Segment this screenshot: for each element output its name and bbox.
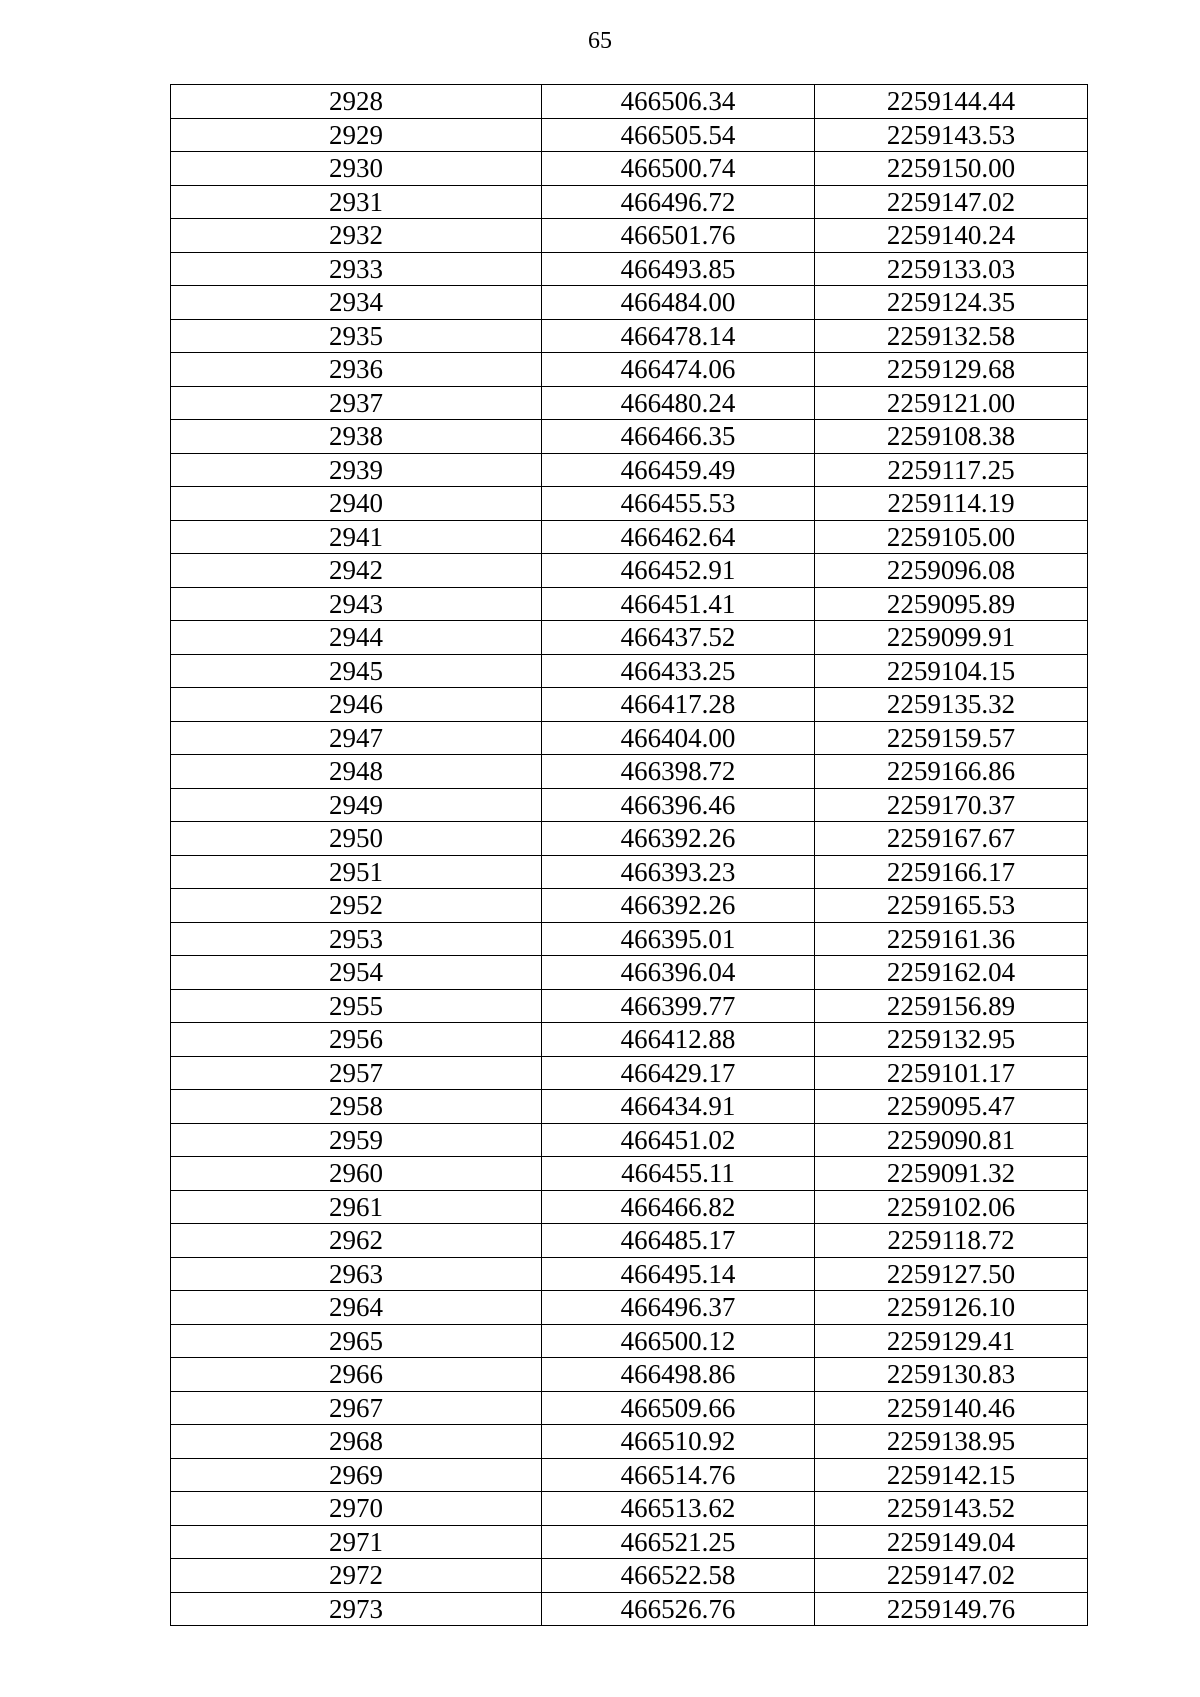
- table-row: [171, 152, 1088, 186]
- y-coordinate-cell: 2259165.53: [815, 889, 1088, 923]
- point-number-cell: 2932: [171, 219, 542, 253]
- x-coordinate-cell: 466485.17: [542, 1224, 815, 1258]
- point-number-cell: 2949: [171, 788, 542, 822]
- y-coordinate-cell: 2259108.38: [815, 420, 1088, 454]
- point-number-cell: 2933: [171, 252, 542, 286]
- table-row: [171, 956, 1088, 990]
- coordinates-table-body: [171, 85, 1088, 1626]
- coordinates-table: [170, 84, 1088, 1626]
- point-number-cell: 2951: [171, 855, 542, 889]
- table-row: [171, 1291, 1088, 1325]
- y-coordinate-cell: 2259132.95: [815, 1023, 1088, 1057]
- x-coordinate-cell: 466412.88: [542, 1023, 815, 1057]
- y-coordinate-cell: 2259095.47: [815, 1090, 1088, 1124]
- y-coordinate-cell: 2259170.37: [815, 788, 1088, 822]
- y-coordinate-cell: 2259149.76: [815, 1592, 1088, 1626]
- table-row: [171, 1391, 1088, 1425]
- point-number-cell: 2937: [171, 386, 542, 420]
- table-row: [171, 1492, 1088, 1526]
- y-coordinate-cell: 2259096.08: [815, 554, 1088, 588]
- x-coordinate-cell: 466496.72: [542, 185, 815, 219]
- x-coordinate-cell: 466526.76: [542, 1592, 815, 1626]
- y-coordinate-cell: 2259130.83: [815, 1358, 1088, 1392]
- point-number-cell: 2943: [171, 587, 542, 621]
- point-number-cell: 2969: [171, 1458, 542, 1492]
- point-number-cell: 2930: [171, 152, 542, 186]
- y-coordinate-cell: 2259159.57: [815, 721, 1088, 755]
- table-row: [171, 688, 1088, 722]
- y-coordinate-cell: 2259144.44: [815, 85, 1088, 119]
- x-coordinate-cell: 466433.25: [542, 654, 815, 688]
- point-number-cell: 2973: [171, 1592, 542, 1626]
- x-coordinate-cell: 466434.91: [542, 1090, 815, 1124]
- x-coordinate-cell: 466393.23: [542, 855, 815, 889]
- table-row: [171, 353, 1088, 387]
- table-row: [171, 855, 1088, 889]
- x-coordinate-cell: 466509.66: [542, 1391, 815, 1425]
- y-coordinate-cell: 2259118.72: [815, 1224, 1088, 1258]
- table-row: [171, 1123, 1088, 1157]
- x-coordinate-cell: 466505.54: [542, 118, 815, 152]
- point-number-cell: 2946: [171, 688, 542, 722]
- x-coordinate-cell: 466451.02: [542, 1123, 815, 1157]
- x-coordinate-cell: 466451.41: [542, 587, 815, 621]
- point-number-cell: 2934: [171, 286, 542, 320]
- point-number-cell: 2942: [171, 554, 542, 588]
- y-coordinate-cell: 2259114.19: [815, 487, 1088, 521]
- y-coordinate-cell: 2259143.52: [815, 1492, 1088, 1526]
- table-row: [171, 1257, 1088, 1291]
- x-coordinate-cell: 466398.72: [542, 755, 815, 789]
- x-coordinate-cell: 466392.26: [542, 822, 815, 856]
- table-row: [171, 286, 1088, 320]
- point-number-cell: 2957: [171, 1056, 542, 1090]
- table-row: [171, 1190, 1088, 1224]
- y-coordinate-cell: 2259149.04: [815, 1525, 1088, 1559]
- point-number-cell: 2963: [171, 1257, 542, 1291]
- y-coordinate-cell: 2259127.50: [815, 1257, 1088, 1291]
- point-number-cell: 2965: [171, 1324, 542, 1358]
- y-coordinate-cell: 2259124.35: [815, 286, 1088, 320]
- y-coordinate-cell: 2259156.89: [815, 989, 1088, 1023]
- y-coordinate-cell: 2259101.17: [815, 1056, 1088, 1090]
- table-row: [171, 386, 1088, 420]
- point-number-cell: 2945: [171, 654, 542, 688]
- table-row: [171, 822, 1088, 856]
- table-row: [171, 487, 1088, 521]
- point-number-cell: 2929: [171, 118, 542, 152]
- table-row: [171, 1458, 1088, 1492]
- table-row: [171, 219, 1088, 253]
- y-coordinate-cell: 2259091.32: [815, 1157, 1088, 1191]
- point-number-cell: 2950: [171, 822, 542, 856]
- point-number-cell: 2944: [171, 621, 542, 655]
- y-coordinate-cell: 2259140.46: [815, 1391, 1088, 1425]
- point-number-cell: 2940: [171, 487, 542, 521]
- point-number-cell: 2968: [171, 1425, 542, 1459]
- point-number-cell: 2958: [171, 1090, 542, 1124]
- x-coordinate-cell: 466500.74: [542, 152, 815, 186]
- table-row: [171, 554, 1088, 588]
- y-coordinate-cell: 2259147.02: [815, 185, 1088, 219]
- y-coordinate-cell: 2259095.89: [815, 587, 1088, 621]
- point-number-cell: 2956: [171, 1023, 542, 1057]
- x-coordinate-cell: 466452.91: [542, 554, 815, 588]
- table-row: [171, 1224, 1088, 1258]
- table-row: [171, 788, 1088, 822]
- point-number-cell: 2935: [171, 319, 542, 353]
- y-coordinate-cell: 2259162.04: [815, 956, 1088, 990]
- page-number: 65: [588, 28, 612, 54]
- x-coordinate-cell: 466493.85: [542, 252, 815, 286]
- table-row: [171, 1157, 1088, 1191]
- y-coordinate-cell: 2259129.68: [815, 353, 1088, 387]
- table-row: [171, 1056, 1088, 1090]
- x-coordinate-cell: 466474.06: [542, 353, 815, 387]
- y-coordinate-cell: 2259121.00: [815, 386, 1088, 420]
- table-row: [171, 755, 1088, 789]
- y-coordinate-cell: 2259105.00: [815, 520, 1088, 554]
- x-coordinate-cell: 466437.52: [542, 621, 815, 655]
- table-row: [171, 922, 1088, 956]
- table-row: [171, 889, 1088, 923]
- table-row: [171, 420, 1088, 454]
- x-coordinate-cell: 466496.37: [542, 1291, 815, 1325]
- table-row: [171, 319, 1088, 353]
- y-coordinate-cell: 2259166.86: [815, 755, 1088, 789]
- x-coordinate-cell: 466455.53: [542, 487, 815, 521]
- y-coordinate-cell: 2259161.36: [815, 922, 1088, 956]
- table-row: [171, 85, 1088, 119]
- y-coordinate-cell: 2259099.91: [815, 621, 1088, 655]
- y-coordinate-cell: 2259142.15: [815, 1458, 1088, 1492]
- table-row: [171, 1324, 1088, 1358]
- x-coordinate-cell: 466478.14: [542, 319, 815, 353]
- table-row: [171, 654, 1088, 688]
- point-number-cell: 2939: [171, 453, 542, 487]
- point-number-cell: 2928: [171, 85, 542, 119]
- table-row: [171, 1425, 1088, 1459]
- x-coordinate-cell: 466510.92: [542, 1425, 815, 1459]
- y-coordinate-cell: 2259143.53: [815, 118, 1088, 152]
- point-number-cell: 2931: [171, 185, 542, 219]
- point-number-cell: 2952: [171, 889, 542, 923]
- y-coordinate-cell: 2259166.17: [815, 855, 1088, 889]
- point-number-cell: 2960: [171, 1157, 542, 1191]
- y-coordinate-cell: 2259147.02: [815, 1559, 1088, 1593]
- x-coordinate-cell: 466466.82: [542, 1190, 815, 1224]
- table-row: [171, 1023, 1088, 1057]
- table-row: [171, 1525, 1088, 1559]
- table-row: [171, 520, 1088, 554]
- x-coordinate-cell: 466459.49: [542, 453, 815, 487]
- x-coordinate-cell: 466513.62: [542, 1492, 815, 1526]
- x-coordinate-cell: 466521.25: [542, 1525, 815, 1559]
- table-row: [171, 453, 1088, 487]
- x-coordinate-cell: 466522.58: [542, 1559, 815, 1593]
- point-number-cell: 2962: [171, 1224, 542, 1258]
- point-number-cell: 2971: [171, 1525, 542, 1559]
- table-row: [171, 1592, 1088, 1626]
- table-row: [171, 989, 1088, 1023]
- y-coordinate-cell: 2259090.81: [815, 1123, 1088, 1157]
- table-row: [171, 587, 1088, 621]
- x-coordinate-cell: 466462.64: [542, 520, 815, 554]
- x-coordinate-cell: 466399.77: [542, 989, 815, 1023]
- point-number-cell: 2970: [171, 1492, 542, 1526]
- point-number-cell: 2961: [171, 1190, 542, 1224]
- x-coordinate-cell: 466506.34: [542, 85, 815, 119]
- table-row: [171, 1358, 1088, 1392]
- x-coordinate-cell: 466396.04: [542, 956, 815, 990]
- point-number-cell: 2954: [171, 956, 542, 990]
- x-coordinate-cell: 466395.01: [542, 922, 815, 956]
- point-number-cell: 2948: [171, 755, 542, 789]
- x-coordinate-cell: 466404.00: [542, 721, 815, 755]
- x-coordinate-cell: 466417.28: [542, 688, 815, 722]
- table-row: [171, 1559, 1088, 1593]
- x-coordinate-cell: 466500.12: [542, 1324, 815, 1358]
- table-row: [171, 1090, 1088, 1124]
- y-coordinate-cell: 2259129.41: [815, 1324, 1088, 1358]
- y-coordinate-cell: 2259150.00: [815, 152, 1088, 186]
- point-number-cell: 2936: [171, 353, 542, 387]
- x-coordinate-cell: 466429.17: [542, 1056, 815, 1090]
- y-coordinate-cell: 2259133.03: [815, 252, 1088, 286]
- point-number-cell: 2955: [171, 989, 542, 1023]
- point-number-cell: 2959: [171, 1123, 542, 1157]
- x-coordinate-cell: 466396.46: [542, 788, 815, 822]
- x-coordinate-cell: 466455.11: [542, 1157, 815, 1191]
- point-number-cell: 2953: [171, 922, 542, 956]
- y-coordinate-cell: 2259138.95: [815, 1425, 1088, 1459]
- x-coordinate-cell: 466466.35: [542, 420, 815, 454]
- x-coordinate-cell: 466484.00: [542, 286, 815, 320]
- point-number-cell: 2941: [171, 520, 542, 554]
- table-row: [171, 185, 1088, 219]
- table-row: [171, 118, 1088, 152]
- y-coordinate-cell: 2259140.24: [815, 219, 1088, 253]
- point-number-cell: 2966: [171, 1358, 542, 1392]
- x-coordinate-cell: 466498.86: [542, 1358, 815, 1392]
- point-number-cell: 2938: [171, 420, 542, 454]
- table-row: [171, 252, 1088, 286]
- x-coordinate-cell: 466392.26: [542, 889, 815, 923]
- x-coordinate-cell: 466480.24: [542, 386, 815, 420]
- point-number-cell: 2947: [171, 721, 542, 755]
- point-number-cell: 2964: [171, 1291, 542, 1325]
- y-coordinate-cell: 2259102.06: [815, 1190, 1088, 1224]
- y-coordinate-cell: 2259132.58: [815, 319, 1088, 353]
- x-coordinate-cell: 466495.14: [542, 1257, 815, 1291]
- y-coordinate-cell: 2259126.10: [815, 1291, 1088, 1325]
- y-coordinate-cell: 2259135.32: [815, 688, 1088, 722]
- y-coordinate-cell: 2259117.25: [815, 453, 1088, 487]
- point-number-cell: 2967: [171, 1391, 542, 1425]
- x-coordinate-cell: 466501.76: [542, 219, 815, 253]
- y-coordinate-cell: 2259104.15: [815, 654, 1088, 688]
- point-number-cell: 2972: [171, 1559, 542, 1593]
- x-coordinate-cell: 466514.76: [542, 1458, 815, 1492]
- table-row: [171, 621, 1088, 655]
- y-coordinate-cell: 2259167.67: [815, 822, 1088, 856]
- table-row: [171, 721, 1088, 755]
